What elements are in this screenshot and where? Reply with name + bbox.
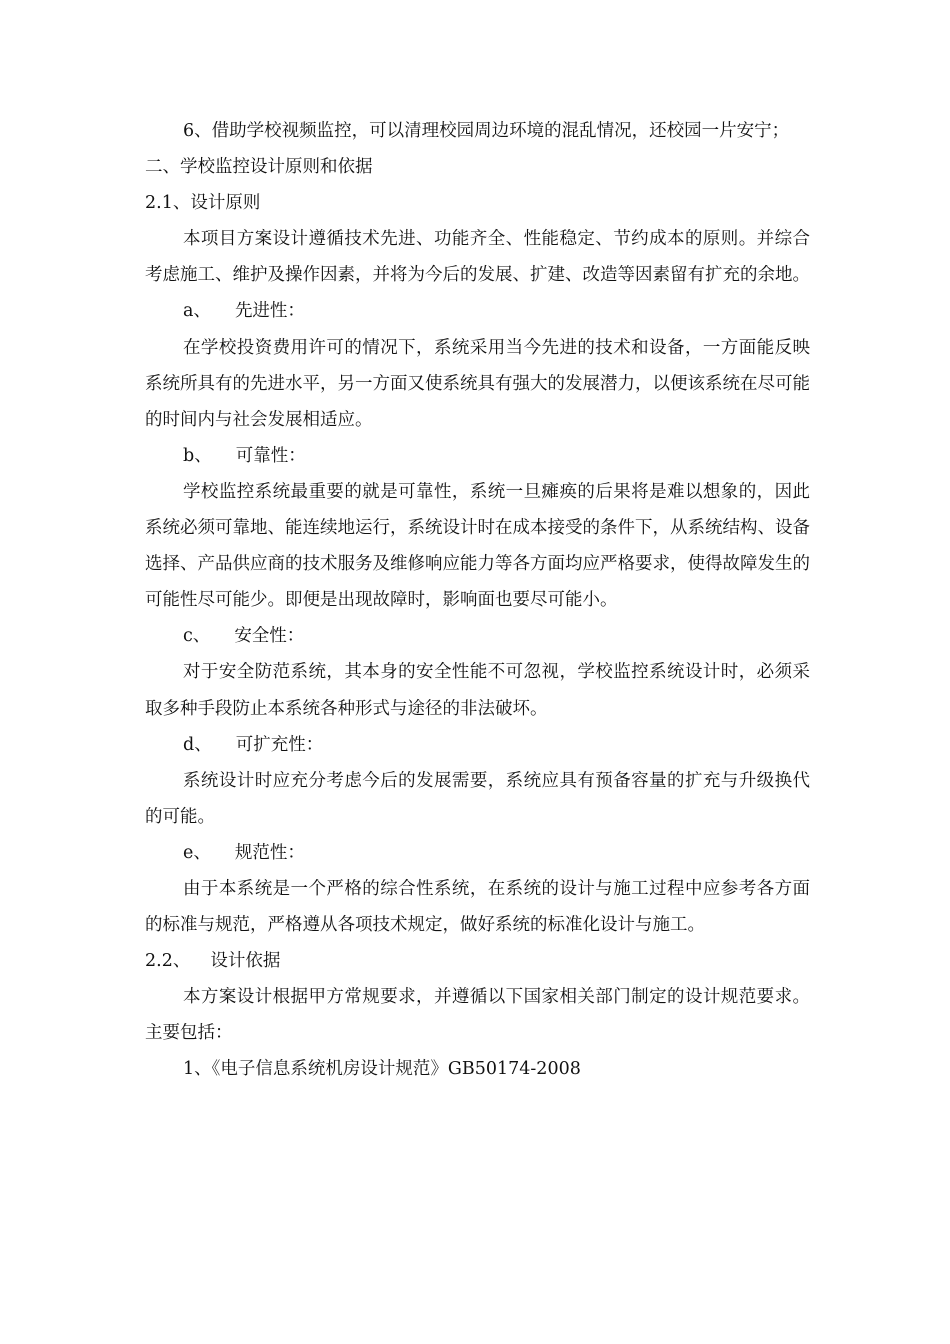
principle-item-c xyxy=(145,618,810,654)
principle-item-e xyxy=(145,835,810,871)
section-heading-2: 二、学校监控设计原则和依据 xyxy=(145,157,373,178)
item-label: 安全性： xyxy=(234,626,305,647)
paragraph-scalability: 系统设计时应充分考虑今后的发展需要，系统应具有预备容量的扩充与升级换代的可能。 xyxy=(145,770,810,827)
paragraph-advanced: 在学校投资费用许可的情况下，系统采用当今先进的技术和设备，一方面能反映系统所具有的先进水平，另一方面又使系统具有强大的发展潜力，以便该系统在尽可能的时间内与社会发展相适应。 xyxy=(145,337,810,430)
principle-item-a xyxy=(145,293,810,329)
item-label: 先进性： xyxy=(234,301,305,322)
principle-item-d xyxy=(145,727,810,763)
item-marker: d、 xyxy=(183,734,212,755)
item-marker: 2.2、 xyxy=(145,951,191,972)
subsection-heading-2-1: 2.1、设计原则 xyxy=(145,193,261,214)
item-marker: e、 xyxy=(183,842,211,863)
paragraph-design-principle: 本项目方案设计遵循技术先进、功能齐全、性能稳定、节约成本的原则。并综合考虑施工、维护及操作因素，并将为今后的发展、扩建、改造等因素留有扩充的余地。 xyxy=(145,229,810,286)
item-marker: c、 xyxy=(183,626,211,647)
paragraph-reliability: 学校监控系统最重要的就是可靠性，系统一旦瘫痪的后果将是难以想象的，因此系统必须可靠地、能连续地运行，系统设计时在成本接受的条件下，从系统结构、设备选择、产品供应商的技术服务及维修响应能力等各方面均应严格要求，使得故障发生的可能性尽可能少。即便是出现故障时，影响面也要尽可能小。 xyxy=(145,481,810,611)
document-body xyxy=(145,113,810,1088)
item-label: 可扩充性： xyxy=(235,734,324,755)
paragraph-design-basis: 本方案设计根据甲方常规要求，并遵循以下国家相关部门制定的设计规范要求。主要包括： xyxy=(145,987,810,1044)
item-marker: b、 xyxy=(183,445,212,466)
item-label: 设计依据 xyxy=(210,951,281,972)
paragraph-goal-6: 6、借助学校视频监控，可以清理校园周边环境的混乱情况，还校园一片安宁； xyxy=(183,121,790,141)
item-marker: a、 xyxy=(183,301,211,322)
paragraph-security: 对于安全防范系统，其本身的安全性能不可忽视，学校监控系统设计时，必须采取多种手段防止本系统各种形式与途径的非法破坏。 xyxy=(145,662,810,719)
item-label: 规范性： xyxy=(234,842,305,863)
item-label: 可靠性： xyxy=(235,445,306,466)
principle-item-b xyxy=(145,438,810,474)
paragraph-standardization: 由于本系统是一个严格的综合性系统，在系统的设计与施工过程中应参考各方面的标准与规范，严格遵从各项技术规定，做好系统的标准化设计与施工。 xyxy=(145,878,810,936)
reference-item-1: 1、《电子信息系统机房设计规范》GB50174-2008 xyxy=(183,1059,581,1080)
subsection-heading-2-2 xyxy=(145,943,810,979)
